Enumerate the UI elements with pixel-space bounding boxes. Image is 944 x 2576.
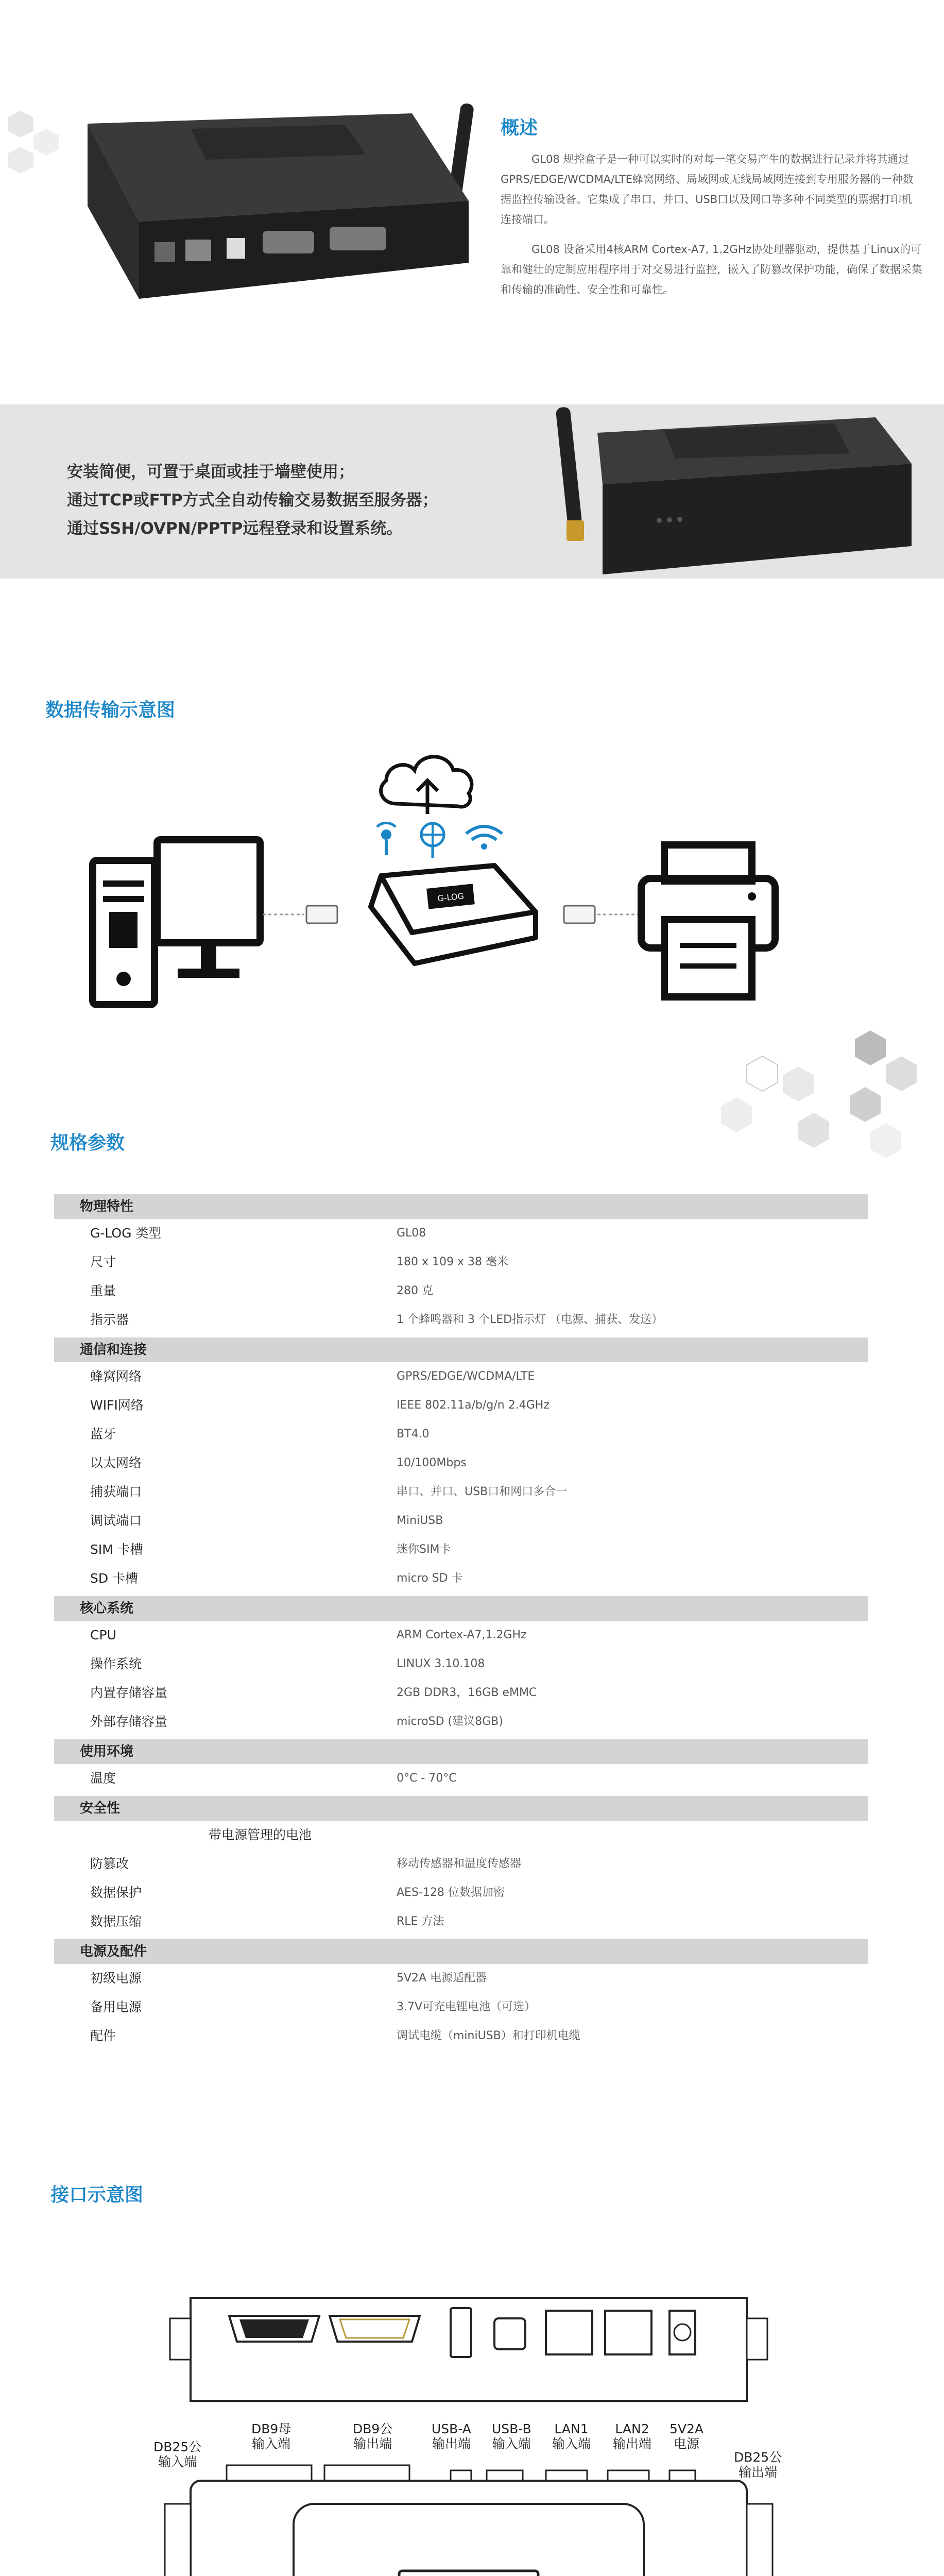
ports-title: 接口示意图 — [50, 2184, 144, 2206]
db9-female-port — [229, 2316, 319, 2342]
spec-row: 指示器 1 个蜂鸣器和 3 个LED指示灯 （电源、捕获、发送） — [90, 1312, 663, 1327]
transfer-title: 数据传输示意图 — [45, 700, 176, 721]
globe-icon — [421, 823, 444, 858]
device-photo-main — [57, 93, 489, 335]
spec-row: CPU ARM Cortex-A7,1.2GHz — [90, 1628, 527, 1642]
spec-row: 以太网络 10/100Mbps — [90, 1455, 467, 1470]
overview-title: 概述 — [501, 117, 538, 139]
spec-row: 数据压缩 RLE 方法 — [90, 1914, 444, 1929]
spec-row: 防篡改 移动传感器和温度传感器 — [90, 1856, 522, 1871]
spec-row: SD 卡槽 micro SD 卡 — [90, 1571, 463, 1586]
label-db25-out: DB25公 输出端 — [734, 2450, 782, 2480]
label-db9-female: DB9母 输入端 — [251, 2421, 291, 2451]
spec-row: 蜂窝网络 GPRS/EDGE/WCDMA/LTE — [90, 1369, 535, 1384]
spec-row: 蓝牙 BT4.0 — [90, 1427, 430, 1442]
lan2-port — [605, 2311, 651, 2354]
spec-row: 操作系统 LINUX 3.10.108 — [90, 1656, 485, 1671]
spec-row: 重量 280 克 — [90, 1283, 433, 1298]
wifi-icon — [466, 826, 502, 850]
label-usb-b: USB-B 输入端 — [492, 2421, 531, 2451]
spec-row: 尺寸 180 x 109 x 38 毫米 — [90, 1255, 508, 1269]
spec-category: 电源及配件 — [54, 1939, 868, 1964]
power-port — [670, 2311, 695, 2354]
feature-item: 安装简便，可置于桌面或挂于墙壁使用； — [67, 463, 354, 481]
cable-right-icon — [564, 906, 639, 923]
spec-row: 捕获端口 串口、并口、USB口和网口多合一 — [90, 1484, 568, 1499]
printer-icon — [641, 845, 775, 997]
spec-row: SIM 卡槽 迷你SIM卡 — [90, 1542, 451, 1557]
spec-row: 配件 调试电缆（miniUSB）和打印机电缆 — [90, 2028, 580, 2043]
label-db25-in: DB25公 输入端 — [153, 2439, 202, 2469]
spec-row: G-LOG 类型 GL08 — [90, 1226, 426, 1241]
cloud-upload-icon — [381, 757, 472, 814]
label-usb-a: USB-A 输出端 — [432, 2421, 471, 2451]
spec-row: 备用电源 3.7V可充电锂电池（可选） — [90, 1999, 536, 2014]
spec-row: 外部存储容量 microSD (建议8GB) — [90, 1714, 503, 1729]
spec-category: 核心系统 — [54, 1596, 868, 1621]
spec-row: 调试端口 MiniUSB — [90, 1513, 443, 1528]
computer-icon — [93, 840, 260, 1005]
spec-category: 物理特性 — [54, 1194, 868, 1219]
spec-category: 通信和连接 — [54, 1337, 868, 1362]
device-brand: G-LOG — [437, 891, 465, 904]
spec-row: 数据保护 AES-128 位数据加密 — [90, 1885, 505, 1900]
spec-category: 安全性 — [54, 1796, 868, 1821]
overview-paragraph-1: GL08 规控盒子是一种可以实时的对每一笔交易产生的数据进行记录并将其通过GPRS/EDGE/WCDMA/LTE蜂窝网络、局域网或无线局域网连接到专用服务器的一种数据监控传输设备。它集成了串口、并口、USB口以及网口等多种不同类型的票据打印机连接端口。 — [501, 153, 914, 226]
usb-b-port — [494, 2318, 525, 2349]
label-db9-male: DB9公 输出端 — [353, 2421, 393, 2451]
specs-title: 规格参数 — [50, 1132, 125, 1154]
label-lan1: LAN1 输入端 — [552, 2421, 591, 2451]
cable-left-icon — [263, 906, 337, 923]
spec-row: 内置存储容量 2GB DDR3，16GB eMMC — [90, 1685, 537, 1700]
spec-row: 初级电源 5V2A 电源适配器 — [90, 1971, 487, 1986]
overview-paragraph-2: GL08 设备采用4核ARM Cortex-A7, 1.2GHz协处理器驱动，提供基于Linux的可靠和健壮的定制应用程序用于对交易进行监控，嵌入了防篡改保护功能，确保了数据采集和传输的准确性、安全性和可靠性。 — [501, 243, 922, 296]
feature-item: 通过TCP或FTP方式全自动传输交易数据至服务器； — [67, 491, 438, 510]
lan1-port — [546, 2311, 592, 2354]
label-lan2: LAN2 输出端 — [613, 2421, 652, 2451]
cellular-icon — [377, 823, 396, 855]
spec-category: 使用环境 — [54, 1739, 868, 1764]
glog-device-icon — [371, 866, 536, 963]
hexagon-cluster — [716, 1025, 937, 1170]
spec-table — [54, 1191, 868, 2050]
label-power: 5V2A 电源 — [670, 2421, 704, 2451]
transfer-diagram — [77, 742, 798, 1030]
spec-row: 带电源管理的电池 — [209, 1827, 312, 1842]
device-photo-front — [546, 397, 917, 592]
usb-a-port — [451, 2308, 471, 2357]
feature-item: 通过SSH/OVPN/PPTP远程登录和设置系统。 — [67, 519, 403, 538]
spec-row: WIFI网络 IEEE 802.11a/b/g/n 2.4GHz — [90, 1398, 550, 1413]
hexagon-decoration — [5, 108, 62, 185]
spec-row: 温度 0°C - 70°C — [90, 1771, 457, 1786]
db9-male-port — [330, 2316, 420, 2342]
